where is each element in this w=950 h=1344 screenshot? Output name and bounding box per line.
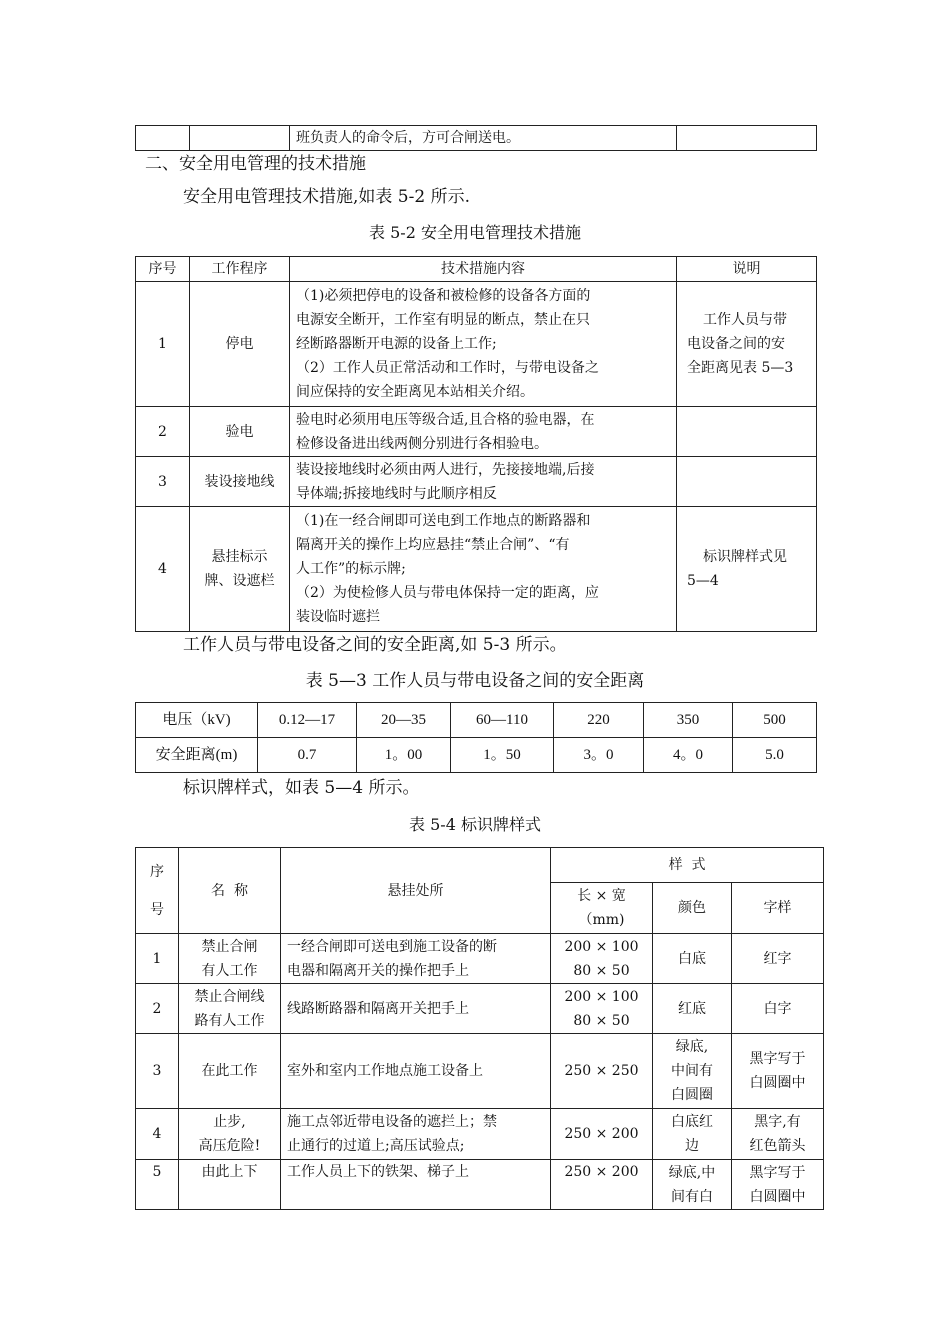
sign-name: 由此上下 (179, 1160, 281, 1210)
voltage-cell: 500 (733, 703, 817, 738)
section-heading: 二、安全用电管理的技术措施 (145, 154, 366, 174)
table-5-4 (135, 847, 824, 1210)
row-number: 3 (136, 1034, 179, 1109)
voltage-cell: 60—110 (451, 703, 554, 738)
sign-color: 白底红 边 (653, 1109, 732, 1160)
work-step: 停电 (190, 282, 290, 407)
paragraph: 工作人员与带电设备之间的安全距离,如 5-3 所示。 (183, 635, 567, 655)
table-cell (677, 126, 817, 151)
voltage-cell: 350 (644, 703, 733, 738)
column-header: 序 号 (136, 848, 179, 934)
row-number: 2 (136, 407, 190, 457)
measure-content: （1)在一经合闸即可送电到工作地点的断路器和 隔离开关的操作上均应悬挂“禁止合闸”、“有 人工作”的标示牌; （2）为使检修人员与带电体保持一定的距离，应 装设临时遮拦 (290, 507, 677, 632)
column-header: 字样 (732, 883, 824, 934)
column-header: 序号 (136, 257, 190, 282)
paragraph: 标识牌样式，如表 5—4 所示。 (183, 778, 420, 798)
work-step: 验电 (190, 407, 290, 457)
row-number: 1 (136, 282, 190, 407)
measure-content: 装设接地线时必须由两人进行，先接接地端,后接 导体端;拆接地线时与此顺序相反 (290, 457, 677, 507)
row-number: 4 (136, 1109, 179, 1160)
column-header: 长 × 宽 （mm) (551, 883, 653, 934)
top-partial-table (135, 125, 817, 151)
sign-font: 黑字写于 白圆圈中 (732, 1160, 824, 1210)
work-step: 悬挂标示 牌、设遮栏 (190, 507, 290, 632)
sign-color: 绿底,中 间有白 (653, 1160, 732, 1210)
sign-size: 200 × 100 80 × 50 (551, 934, 653, 984)
sign-size: 250 × 200 (551, 1160, 653, 1210)
sign-size: 200 × 100 80 × 50 (551, 984, 653, 1034)
note (677, 457, 817, 507)
table-cell (190, 126, 290, 151)
table-row (136, 1034, 824, 1109)
sign-font: 红字 (732, 934, 824, 984)
table-5-3 (135, 702, 817, 773)
table-row (136, 738, 817, 773)
column-header: 技术措施内容 (290, 257, 677, 282)
sign-name: 在此工作 (179, 1034, 281, 1109)
voltage-cell: 220 (554, 703, 644, 738)
sign-name: 禁止合闸 有人工作 (179, 934, 281, 984)
table-caption: 表 5-4 标识牌样式 (409, 815, 541, 834)
table-caption: 表 5-2 安全用电管理技术措施 (369, 223, 581, 242)
hanging-place: 施工点邻近带电设备的遮拦上；禁 止通行的过道上;高压试验点; (281, 1109, 551, 1160)
table-row (136, 984, 824, 1034)
table-caption: 表 5—3 工作人员与带电设备之间的安全距离 (305, 671, 645, 691)
column-header: 名 称 (179, 848, 281, 934)
hanging-place: 一经合闸即可送电到施工设备的断 电器和隔离开关的操作把手上 (281, 934, 551, 984)
table-row (136, 1160, 824, 1210)
table-row (136, 282, 817, 407)
sign-color: 红底 (653, 984, 732, 1034)
distance-cell: 3。0 (554, 738, 644, 773)
column-header: 悬挂处所 (281, 848, 551, 934)
table-row (136, 507, 817, 632)
table-row (136, 703, 817, 738)
paragraph: 安全用电管理技术措施,如表 5-2 所示. (183, 187, 470, 207)
sign-font: 黑字写于 白圆圈中 (732, 1034, 824, 1109)
column-header: 说明 (677, 257, 817, 282)
sign-size: 250 × 200 (551, 1109, 653, 1160)
table-row (136, 457, 817, 507)
distance-cell: 1。50 (451, 738, 554, 773)
row-number: 5 (136, 1160, 179, 1210)
distance-cell: 5.0 (733, 738, 817, 773)
table-row (136, 934, 824, 984)
hanging-place: 工作人员上下的铁架、梯子上 (281, 1160, 551, 1210)
row-number: 3 (136, 457, 190, 507)
hanging-place: 线路断路器和隔离开关把手上 (281, 984, 551, 1034)
distance-cell: 1。00 (357, 738, 451, 773)
column-header: 工作程序 (190, 257, 290, 282)
measure-content: （1)必须把停电的设备和被检修的设备各方面的 电源安全断开，工作室有明显的断点，禁止在只 经断路器断开电源的设备上工作; （2）工作人员正常活动和工作时，与带电设备之 间应保持的安全距离见本站相关介绍。 (290, 282, 677, 407)
table-5-2 (135, 256, 817, 632)
row-label: 电压（kV) (136, 703, 258, 738)
work-step: 装设接地线 (190, 457, 290, 507)
row-number: 1 (136, 934, 179, 984)
row-label: 安全距离(m) (136, 738, 258, 773)
note (677, 407, 817, 457)
sign-name: 止步, 高压危险! (179, 1109, 281, 1160)
table-row (136, 1109, 824, 1160)
sign-font: 白字 (732, 984, 824, 1034)
note: 标识牌样式见 5—4 (677, 507, 817, 632)
row-number: 2 (136, 984, 179, 1034)
sign-color: 白底 (653, 934, 732, 984)
note: 工作人员与带 电设备之间的安 全距离见表 5—3 (677, 282, 817, 407)
voltage-cell: 20—35 (357, 703, 451, 738)
sign-font: 黑字,有 红色箭头 (732, 1109, 824, 1160)
voltage-cell: 0.12—17 (258, 703, 357, 738)
row-number: 4 (136, 507, 190, 632)
table-cell: 班负责人的命令后，方可合闸送电。 (290, 126, 677, 151)
distance-cell: 0.7 (258, 738, 357, 773)
sign-name: 禁止合闸线 路有人工作 (179, 984, 281, 1034)
sign-size: 250 × 250 (551, 1034, 653, 1109)
table-cell (136, 126, 190, 151)
table-row (136, 407, 817, 457)
measure-content: 验电时必须用电压等级合适,且合格的验电器，在 检修设备进出线两侧分别进行各相验电。 (290, 407, 677, 457)
column-header: 颜色 (653, 883, 732, 934)
column-header: 样 式 (551, 848, 824, 883)
hanging-place: 室外和室内工作地点施工设备上 (281, 1034, 551, 1109)
sign-color: 绿底, 中间有 白圆圈 (653, 1034, 732, 1109)
distance-cell: 4。0 (644, 738, 733, 773)
